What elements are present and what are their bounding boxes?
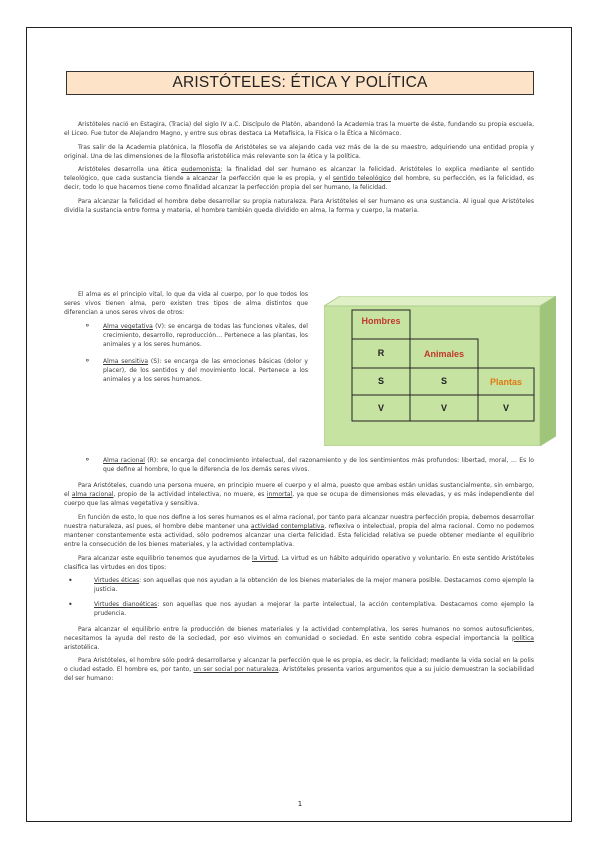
- list-item-text: : son aquellas que nos ayudan a la obtención de los bienes materiales de la mejor manera posible. Destacamos como ejemplo la justicia.: [94, 577, 534, 594]
- diagram-cell-s: S: [440, 376, 448, 386]
- paragraph-text: del hombre, su perfección, es la felicidad, es decir, todo lo que hacemos tiene como finalidad alcanzar la perfección propia del ser humano, la felicidad.: [64, 175, 534, 192]
- term-politica: política: [512, 634, 534, 642]
- term-alma-sensitiva: Alma sensitiva: [103, 357, 149, 365]
- term-inmortal: inmortal: [266, 491, 293, 499]
- paragraph-text: Para alcanzar este equilibrio tenemos que ayudarnos de: [78, 554, 252, 562]
- paragraph-text: , propio de la actividad intelectiva, no muere, es: [113, 491, 267, 499]
- paragraph-eudemonism: [64, 165, 534, 192]
- list-item-vegetativa: [64, 322, 308, 349]
- paragraph-contemplative: [64, 513, 534, 549]
- term-la-virtud: la Virtud: [251, 554, 278, 562]
- paragraph-biography: [64, 120, 534, 138]
- term-eudemonista: eudemonista: [181, 166, 221, 174]
- diagram-cell-v: V: [377, 403, 385, 413]
- term-alma-racional: alma racional: [71, 491, 114, 499]
- bullet-icon: ⚬: [84, 355, 91, 365]
- paragraph-text: . La virtud es un hábito adquirido operativo y voluntario. En este sentido Aristóteles clasifica las virtudes en dos tipos:: [64, 554, 534, 571]
- diagram-side-face: [540, 296, 556, 446]
- diagram-cell-s: S: [377, 376, 385, 386]
- term-sentido-teleologico: sentido teleológico: [332, 175, 391, 183]
- paragraph-text: Para alcanzar la felicidad el hombre debe desarrollar su propia naturaleza. Para Aristóteles el ser humano es una sustancia. Al igual que Aristóteles dividía la sustancia entre forma y materia, el hombre también queda dividido en alma, la forma y cuerpo, la materia.: [64, 197, 534, 214]
- term-actividad-contemplativa: actividad contemplativa: [250, 522, 325, 530]
- term-alma-vegetativa: Alma vegetativa: [103, 323, 153, 331]
- bullet-icon: •: [68, 576, 73, 586]
- diagram-front-face: [324, 306, 540, 446]
- paragraph-text: . Aristóteles presenta varios argumentos que a su juicio demuestran la sociabilidad del ser humano:: [64, 666, 535, 683]
- intro-text: [64, 120, 534, 219]
- diagram-cell-v: V: [502, 403, 510, 413]
- paragraph-academy: [64, 143, 534, 161]
- paragraph-immortality: [64, 481, 534, 508]
- diagram-top-face: [324, 296, 556, 306]
- term-virtudes-dianoeticas: Virtudes dianoéticas: [94, 601, 158, 609]
- paragraph-text: Aristóteles desarrolla una ética: [78, 166, 182, 174]
- soul-hierarchy-diagram: [324, 296, 556, 446]
- paragraph-text: El alma es el principio vital, lo que da vida al cuerpo, por lo que todos los seres vivos tienen alma, pero existen tres tipos de alma distintos que diferencian a unos seres vivos de otros:: [64, 291, 308, 317]
- paragraph-text: Aristóteles nació en Estagira, (Tracia) del siglo IV a.C. Discípulo de Platón, abandonó la Academia tras la muerte de éste, fundando su propia escuela, el Liceo. Fue tutor de Alejandro Magno, y entre sus obras destaca La Metafísica, la Física o la Ética a Nicómaco.: [64, 121, 534, 138]
- paragraph-text: , reflexiva o intelectual, propia del alma racional. Como no podemos mantener constantemente esta actividad, sólo podremos alcanzar una cierta felicidad. Esta felicidad relativa se puede obtener mediante el equilibrio entre la consecución de los bienes materiales, y la actividad contemplativa.: [64, 522, 534, 549]
- paragraph-text: Para Aristóteles, el hombre sólo podrá desarrollarse y alcanzar la perfección que le es propia, es decir, la felicidad; mediante la vida social en la polis o ciudad estado. El hombre es, por tanto,: [64, 657, 534, 674]
- page-title: ARISTÓTELES: ÉTICA Y POLÍTICA: [66, 71, 534, 95]
- term-virtudes-eticas: Virtudes éticas: [94, 577, 140, 585]
- paragraph-text: aristotélica.: [64, 643, 100, 651]
- list-item-text: (R): se encarga del conocimiento intelectual, del razonamiento y de los sentimientos más profundos: libertad, moral, … Es lo que define al hombre, lo que le diferencia de los demás seres vivos.: [103, 457, 535, 474]
- paragraph-text: : la finalidad del ser humano es alcanzar la felicidad. Aristóteles lo explica mediante el sentido teleológico, que cada sustancia tiende a alcanzar la perfección que le es propia, y el: [64, 166, 534, 183]
- paragraph-text: En función de esto, lo que nos define a los seres humanos es el alma racional, por tanto para alcanzar nuestra perfección propia, debemos desarrollar nuestra naturaleza, así pues, el hombre debe mantener una: [64, 513, 534, 530]
- diagram-label-hombres: Hombres: [361, 316, 401, 326]
- term-alma-racional: Alma racional: [103, 457, 145, 464]
- bullet-icon: •: [68, 600, 73, 610]
- paragraph-virtue: [64, 554, 534, 572]
- diagram-cell-r: R: [377, 348, 385, 358]
- list-item-text: : son aquellas que nos ayudan a mejorar la parte intelectual, la acción contemplativa. Destacamos como ejemplo la prudencia.: [94, 601, 534, 618]
- paragraph-social-being: [64, 656, 534, 683]
- soul-types-column: [64, 290, 308, 391]
- paragraph-text: , ya que se ocupa de dimensiones más elevadas, y es más independiente del cuerpo que las almas vegetativa y sensitiva.: [64, 491, 534, 508]
- body-text-lower: [64, 456, 534, 688]
- list-item-text: (S): se encarga de las emociones básicas (dolor y placer), de los sentidos y del movimiento local. Pertenece a los animales y a los seres humanos.: [103, 357, 309, 383]
- paragraph-politics: [64, 625, 534, 652]
- term-ser-social: un ser social por naturaleza: [193, 666, 279, 674]
- paragraph-text: Para Aristóteles, cuando una persona muere, en principio muere el cuerpo y el alma, puesto que ambas están unidas sustancialmente, sin embargo, el: [64, 482, 534, 499]
- diagram-label-plantas: Plantas: [489, 377, 523, 387]
- list-item-racional: [64, 456, 534, 474]
- bullet-icon: ⚬: [84, 455, 91, 464]
- list-item-virtudes-dianoeticas: [64, 600, 534, 618]
- list-item-virtudes-eticas: [64, 576, 534, 594]
- paragraph-text: Para alcanzar el equilibrio entre la producción de bienes materiales y la actividad contemplativa, los seres humanos no somos autosuficientes, necesitamos la ayuda del resto de la sociedad, por eso vivimos en comunidad o sociedad. En este sentido cobra especial importancia la: [64, 625, 534, 642]
- diagram-label-animales: Animales: [423, 349, 465, 359]
- page-number: 1: [297, 800, 303, 808]
- list-item-sensitiva: [64, 357, 308, 384]
- paragraph-soul: [64, 290, 308, 317]
- bullet-icon: ⚬: [84, 321, 91, 331]
- paragraph-text: Tras salir de la Academia platónica, la filosofía de Aristóteles se va alejando cada vez más de la de su maestro, adquiriendo una entidad propia y original. Una de las dimensiones de la filosofía aristotélica más relevante son la ética y la política.: [64, 143, 534, 160]
- paragraph-substance: [64, 197, 534, 215]
- list-item-text: (V): se encarga de todas las funciones vitales, del crecimiento, desarrollo, reproducción… Pertenece a las plantas, los animales y a los seres humanos.: [103, 323, 308, 349]
- diagram-cell-v: V: [440, 403, 448, 413]
